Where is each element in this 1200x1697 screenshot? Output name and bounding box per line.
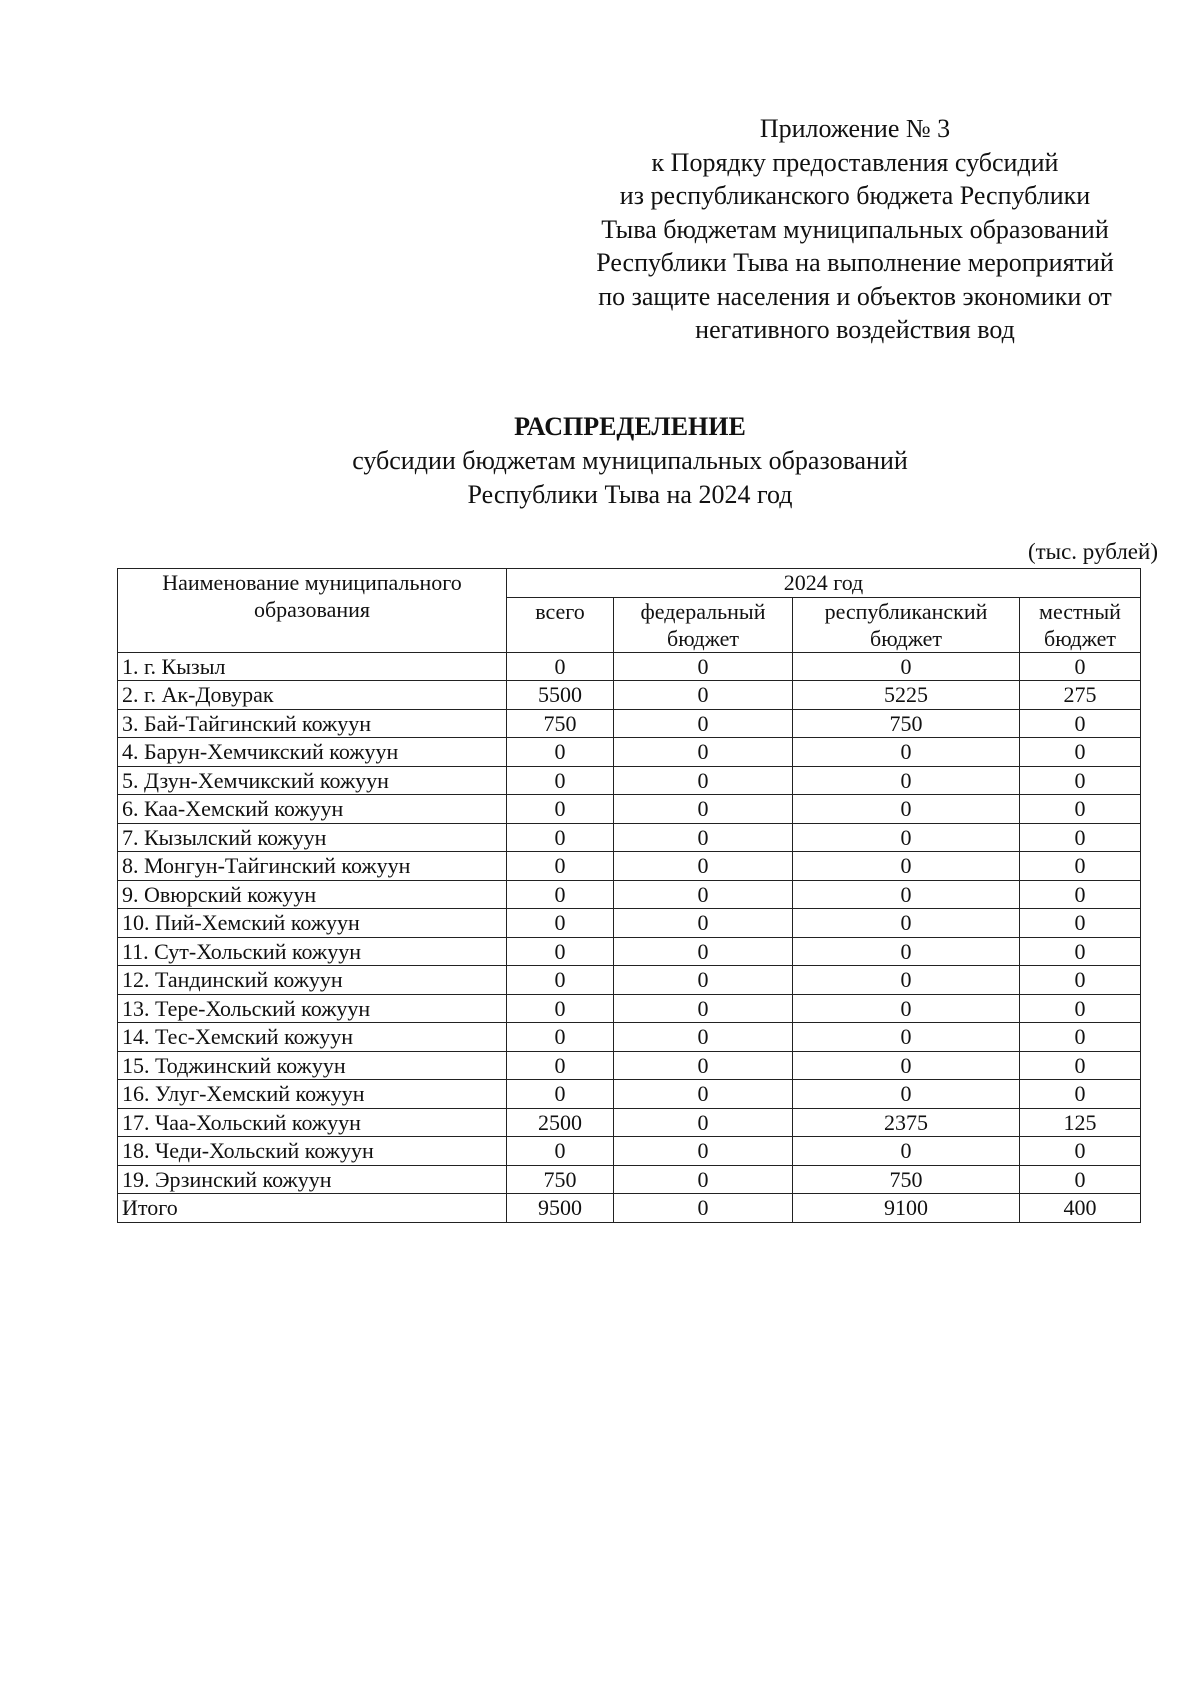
- cell-name: 5. Дзун-Хемчикский кожуун: [118, 766, 507, 795]
- appendix-line: к Порядку предоставления субсидий: [651, 147, 1059, 177]
- total-row: [118, 1194, 1141, 1223]
- cell-name: 12. Тандинский кожуун: [118, 966, 507, 995]
- table-row: [118, 1108, 1141, 1137]
- cell-total: 0: [507, 823, 614, 852]
- cell-republic: 0: [793, 795, 1020, 824]
- distribution-table: [117, 568, 1141, 1223]
- cell-local: 275: [1020, 681, 1141, 710]
- cell-name: 18. Чеди-Хольский кожуун: [118, 1137, 507, 1166]
- cell-republic: 750: [793, 709, 1020, 738]
- cell-federal: 0: [614, 1137, 793, 1166]
- cell-local: 0: [1020, 738, 1141, 767]
- table-row: [118, 795, 1141, 824]
- cell-local: 0: [1020, 937, 1141, 966]
- cell-federal: 0: [614, 681, 793, 710]
- cell-local: 0: [1020, 1165, 1141, 1194]
- cell-republic: 0: [793, 937, 1020, 966]
- cell-name: 8. Монгун-Тайгинский кожуун: [118, 852, 507, 881]
- header-local: местный бюджет: [1020, 597, 1141, 652]
- cell-federal: 0: [614, 1165, 793, 1194]
- cell-republic: 5225: [793, 681, 1020, 710]
- cell-local: 0: [1020, 994, 1141, 1023]
- cell-federal: 0: [614, 766, 793, 795]
- appendix-line: из республиканского бюджета Республики: [619, 181, 1091, 210]
- cell-local: 0: [1020, 1023, 1141, 1052]
- cell-name: 10. Пий-Хемский кожуун: [118, 909, 507, 938]
- table-row: [118, 966, 1141, 995]
- cell-total: 0: [507, 1137, 614, 1166]
- cell-republic: 0: [793, 1023, 1020, 1052]
- cell-federal: 0: [614, 966, 793, 995]
- cell-total: 0: [507, 880, 614, 909]
- cell-name: 7. Кызылский кожуун: [118, 823, 507, 852]
- cell-federal: 0: [614, 1194, 793, 1223]
- cell-republic: 0: [793, 909, 1020, 938]
- table-row: [118, 1080, 1141, 1109]
- cell-total: 0: [507, 738, 614, 767]
- cell-local: 0: [1020, 852, 1141, 881]
- cell-local: 0: [1020, 709, 1141, 738]
- header-year: 2024 год: [507, 569, 1141, 598]
- cell-total: 0: [507, 994, 614, 1023]
- appendix-line: Республики Тыва на выполнение мероприятий: [596, 248, 1114, 277]
- cell-federal: 0: [614, 909, 793, 938]
- cell-federal: 0: [614, 937, 793, 966]
- cell-total: 0: [507, 937, 614, 966]
- cell-total: 5500: [507, 681, 614, 710]
- table-row: [118, 937, 1141, 966]
- cell-name: 4. Барун-Хемчикский кожуун: [118, 738, 507, 767]
- appendix-line: Тыва бюджетам муниципальных образований: [601, 214, 1109, 244]
- appendix-line: негативного воздействия вод: [695, 315, 1015, 344]
- cell-total: 0: [507, 766, 614, 795]
- cell-local: 0: [1020, 909, 1141, 938]
- cell-republic: 0: [793, 738, 1020, 767]
- cell-republic: 0: [793, 852, 1020, 881]
- appendix-header: [560, 112, 1150, 347]
- cell-total: 0: [507, 1023, 614, 1052]
- cell-local: 0: [1020, 795, 1141, 824]
- appendix-line: Приложение № 3: [759, 114, 951, 143]
- cell-republic: 0: [793, 994, 1020, 1023]
- table-row: [118, 738, 1141, 767]
- cell-federal: 0: [614, 1108, 793, 1137]
- cell-total: 0: [507, 1051, 614, 1080]
- cell-local: 125: [1020, 1108, 1141, 1137]
- appendix-line: по защите населения и объектов экономики от: [598, 281, 1112, 311]
- cell-local: 0: [1020, 652, 1141, 681]
- cell-name: 2. г. Ак-Довурак: [118, 681, 507, 710]
- cell-republic: 2375: [793, 1108, 1020, 1137]
- cell-federal: 0: [614, 709, 793, 738]
- table-row: [118, 681, 1141, 710]
- cell-total: 0: [507, 795, 614, 824]
- cell-republic: 0: [793, 1137, 1020, 1166]
- table-row: [118, 1023, 1141, 1052]
- cell-federal: 0: [614, 852, 793, 881]
- cell-name: 13. Тере-Хольский кожуун: [118, 994, 507, 1023]
- cell-local: 400: [1020, 1194, 1141, 1223]
- cell-federal: 0: [614, 994, 793, 1023]
- cell-local: 0: [1020, 823, 1141, 852]
- cell-federal: 0: [614, 1080, 793, 1109]
- document-subtitle-line: субсидии бюджетам муниципальных образований: [352, 446, 908, 475]
- cell-republic: 0: [793, 966, 1020, 995]
- cell-name: 11. Сут-Хольский кожуун: [118, 937, 507, 966]
- cell-local: 0: [1020, 966, 1141, 995]
- cell-total: 0: [507, 909, 614, 938]
- cell-name: 3. Бай-Тайгинский кожуун: [118, 709, 507, 738]
- cell-name: 14. Тес-Хемский кожуун: [118, 1023, 507, 1052]
- cell-name: Итого: [118, 1194, 507, 1223]
- cell-federal: 0: [614, 738, 793, 767]
- table-row: [118, 994, 1141, 1023]
- cell-federal: 0: [614, 652, 793, 681]
- cell-name: 1. г. Кызыл: [118, 652, 507, 681]
- header-total: всего: [507, 597, 614, 652]
- cell-total: 0: [507, 652, 614, 681]
- cell-local: 0: [1020, 880, 1141, 909]
- header-federal: федеральный бюджет: [614, 597, 793, 652]
- cell-name: 15. Тоджинский кожуун: [118, 1051, 507, 1080]
- cell-name: 16. Улуг-Хемский кожуун: [118, 1080, 507, 1109]
- cell-federal: 0: [614, 795, 793, 824]
- cell-name: 19. Эрзинский кожуун: [118, 1165, 507, 1194]
- table-row: [118, 823, 1141, 852]
- units-note: (тыс. рублей): [1027, 539, 1158, 564]
- table-row: [118, 766, 1141, 795]
- table-row: [118, 652, 1141, 681]
- cell-republic: 0: [793, 652, 1020, 681]
- cell-name: 17. Чаа-Хольский кожуун: [118, 1108, 507, 1137]
- header-republic: республиканский бюджет: [793, 597, 1020, 652]
- cell-total: 2500: [507, 1108, 614, 1137]
- cell-local: 0: [1020, 1080, 1141, 1109]
- cell-republic: 0: [793, 1080, 1020, 1109]
- table-row: [118, 709, 1141, 738]
- table-row: [118, 852, 1141, 881]
- cell-republic: 0: [793, 823, 1020, 852]
- cell-total: 0: [507, 852, 614, 881]
- document-subtitle-line: Республики Тыва на 2024 год: [467, 480, 793, 509]
- cell-total: 0: [507, 966, 614, 995]
- cell-republic: 0: [793, 1051, 1020, 1080]
- document-title: РАСПРЕДЕЛЕНИЕ: [514, 412, 746, 441]
- cell-federal: 0: [614, 880, 793, 909]
- cell-local: 0: [1020, 1137, 1141, 1166]
- cell-total: 750: [507, 709, 614, 738]
- cell-total: 0: [507, 1080, 614, 1109]
- cell-republic: 750: [793, 1165, 1020, 1194]
- cell-federal: 0: [614, 1051, 793, 1080]
- cell-republic: 9100: [793, 1194, 1020, 1223]
- cell-total: 750: [507, 1165, 614, 1194]
- table-row: [118, 880, 1141, 909]
- cell-total: 9500: [507, 1194, 614, 1223]
- cell-local: 0: [1020, 1051, 1141, 1080]
- cell-name: 6. Каа-Хемский кожуун: [118, 795, 507, 824]
- document-heading: [100, 410, 1160, 512]
- table-row: [118, 909, 1141, 938]
- cell-federal: 0: [614, 1023, 793, 1052]
- table-row: [118, 1051, 1141, 1080]
- table-row: [118, 1165, 1141, 1194]
- cell-federal: 0: [614, 823, 793, 852]
- table-row: [118, 1137, 1141, 1166]
- cell-republic: 0: [793, 880, 1020, 909]
- cell-local: 0: [1020, 766, 1141, 795]
- header-municipality: Наименование муниципального образования: [118, 569, 507, 653]
- cell-republic: 0: [793, 766, 1020, 795]
- cell-name: 9. Овюрский кожуун: [118, 880, 507, 909]
